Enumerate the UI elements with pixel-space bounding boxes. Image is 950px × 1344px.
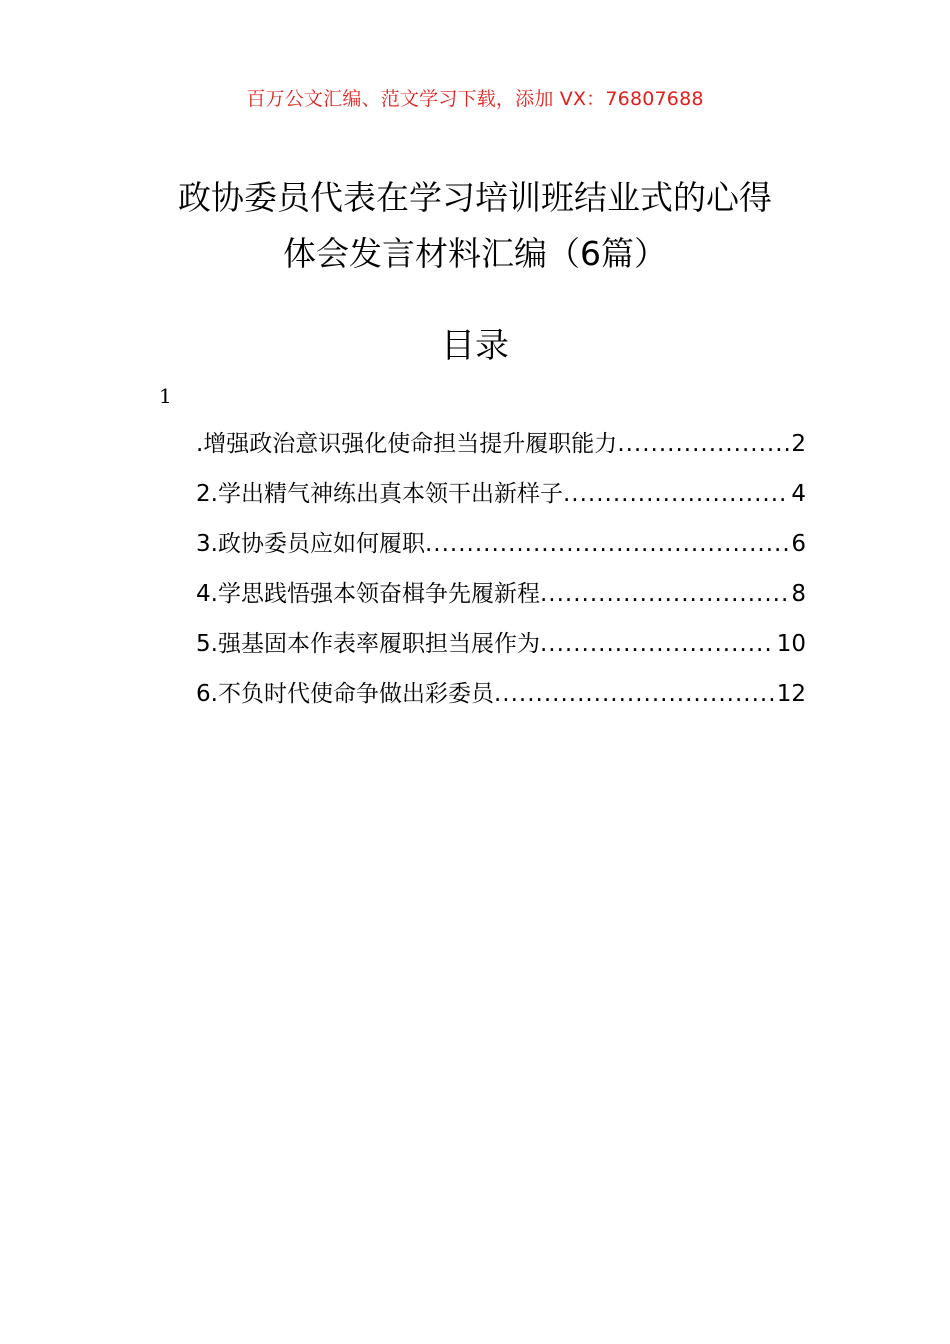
document-title-line-2: 体会发言材料汇编（6篇）: [283, 234, 667, 273]
toc-item-label: 6.不负时代使命争做出彩委员: [196, 681, 494, 707]
document-title: [100, 170, 850, 282]
toc-item[interactable]: [196, 676, 806, 726]
toc-item-page: 12: [776, 681, 806, 707]
toc-number-marker: 1: [159, 384, 172, 408]
toc-leader-dots: [563, 476, 789, 512]
toc-item[interactable]: [196, 476, 806, 526]
toc-item-label: 2.学出精气神练出真本领干出新样子: [196, 481, 563, 507]
toc-leader-dots: [540, 576, 789, 612]
toc-item-page: 8: [791, 581, 806, 607]
toc-leader-dots: [617, 426, 789, 462]
toc-item-page: 4: [791, 481, 806, 507]
header-watermark-note: 百万公文汇编、范文学习下载，添加 VX：76807688: [246, 88, 704, 110]
toc-item[interactable]: [196, 626, 806, 676]
toc-item[interactable]: [196, 526, 806, 576]
toc-item-label: 4.学思践悟强本领奋楫争先履新程: [196, 581, 540, 607]
toc-item[interactable]: [196, 576, 806, 626]
toc-item-label: 3.政协委员应如何履职: [196, 531, 425, 557]
toc-list: [196, 426, 806, 726]
toc-item-page: 2: [791, 431, 806, 457]
toc-leader-dots: [494, 676, 775, 712]
toc-item-page: 10: [776, 631, 806, 657]
toc-item[interactable]: [196, 426, 806, 476]
toc-heading: 目录: [441, 326, 509, 366]
document-title-line-1: 政协委员代表在学习培训班结业式的心得: [178, 178, 772, 217]
toc-item-label: 5.强基固本作表率履职担当展作为: [196, 631, 540, 657]
toc-leader-dots: [425, 526, 789, 562]
toc-leader-dots: [540, 626, 775, 662]
toc-item-page: 6: [791, 531, 806, 557]
toc-item-label: .增强政治意识强化使命担当提升履职能力: [196, 431, 618, 457]
